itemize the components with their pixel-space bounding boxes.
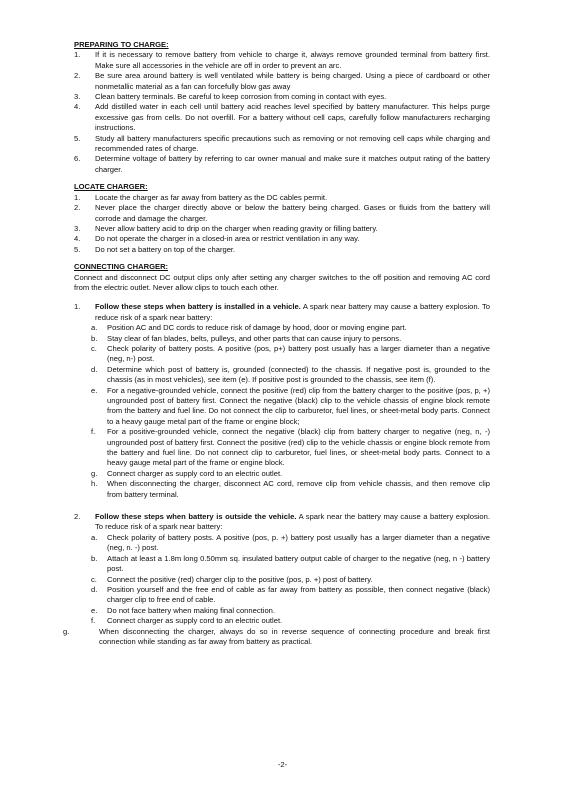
connecting-heading: CONNECTING CHARGER: [74, 262, 169, 272]
preparing-heading: PREPARING TO CHARGE: [74, 40, 169, 49]
list-item [74, 575, 490, 585]
item-text: Add distilled water in each cell until battery acid reaches level specified by battery manufacturer. This helps purge excessive gas from cells. Do not overfill. For a battery without cell caps, carefully follow manufacturers recharging instructions. [95, 102, 490, 133]
step-outside-vehicle [63, 512, 490, 647]
list-item [74, 386, 490, 428]
step-rest: A spark near the battery may cause a battery explosion. To reduce risk of a spark near battery: [95, 512, 490, 532]
list-item [74, 102, 490, 133]
item-number: 3. [74, 92, 81, 102]
preparing-list [74, 50, 490, 175]
step-inside-list [74, 323, 490, 500]
item-letter: a. [91, 323, 98, 333]
item-number: 2. [74, 203, 81, 213]
item-letter: d. [91, 584, 98, 594]
list-item [74, 234, 490, 244]
item-text: When disconnecting the charger, always do so in reverse sequence of connecting procedure and break first connection while standing as far away from battery as practical. [99, 626, 490, 646]
item-letter: d. [91, 364, 98, 374]
list-item [74, 533, 490, 554]
page-number: -2- [277, 760, 288, 769]
item-number: 4. [74, 234, 81, 244]
list-item [74, 245, 490, 255]
item-text: Connect charger as supply cord to an electric outlet. [107, 468, 283, 478]
step-lead: Follow these steps when battery is installed in a vehicle. [95, 302, 301, 312]
item-number: 5. [74, 244, 81, 254]
item-letter: a. [91, 532, 98, 542]
list-item [63, 626, 490, 648]
list-item [74, 616, 490, 626]
list-item [74, 344, 490, 365]
list-item [74, 334, 490, 344]
item-number: 4. [74, 102, 81, 112]
list-item [74, 554, 490, 575]
list-item [74, 365, 490, 386]
item-text: For a positive-grounded vehicle, connect the negative (black) clip from battery charger to negative (neg, n, -) ungrounded post of battery first. Connect the positive (red) clip to the vehicle chassis or engine block remote from the battery and fuel line. Do not connect clip to carburetor, fuel lines, or sheet-metal body parts. Connect to a heavy gauge metal part of the frame or engine block. [107, 427, 490, 468]
item-text: Do not set a battery on top of the charger. [95, 244, 236, 254]
list-item [74, 203, 490, 224]
item-text: Clean battery terminals. Be careful to keep corrosion from coming in contact with eyes. [95, 92, 387, 102]
step-inside-vehicle [74, 302, 490, 500]
list-item [74, 50, 490, 71]
item-text: If it is necessary to remove battery from vehicle to charge it, always remove grounded terminal from battery first. Make sure all accessories in the vehicle are off in order to prevent an arc. [95, 50, 490, 70]
list-item [74, 427, 490, 469]
list-item [74, 469, 490, 479]
item-letter: c. [91, 574, 97, 584]
locate-list [74, 193, 490, 255]
step-lead: Follow these steps when battery is outside the vehicle. [95, 512, 297, 522]
item-letter: b. [91, 333, 98, 343]
list-item [74, 193, 490, 203]
item-letter: e. [91, 385, 98, 395]
item-letter: c. [91, 343, 97, 353]
item-text: Stay clear of fan blades, belts, pulleys, and other parts that can cause injury to persons. [107, 333, 402, 343]
item-text: When disconnecting the charger, disconnect AC cord, remove clip from vehicle chassis, and then remove clip from battery terminal. [107, 479, 490, 499]
item-letter: g. [63, 626, 70, 636]
list-item [74, 154, 490, 175]
step-text [95, 512, 490, 533]
item-letter: f. [91, 427, 96, 437]
connecting-intro: Connect and disconnect DC output clips only after setting any charger switches to the off position and removing AC cord from the electric outlet. Never allow clips to touch each other. [74, 272, 490, 292]
preparing-section [74, 40, 490, 175]
item-text: Connect charger as supply cord to an electric outlet. [107, 616, 283, 626]
item-text: Never allow battery acid to drip on the charger when reading gravity or filling battery. [95, 223, 378, 233]
item-text: Check polarity of battery posts. A positive (pos, p+) battery post usually has a larger diameter than a negative (neg, n-) post. [107, 343, 490, 364]
step-outside-list [74, 533, 490, 627]
item-letter: e. [91, 605, 98, 615]
item-number: 3. [74, 223, 81, 233]
step-number: 1. [74, 302, 81, 312]
item-number: 6. [74, 154, 81, 164]
list-item [74, 323, 490, 333]
item-text: Do not face battery when making final connection. [107, 605, 276, 615]
item-text: Locate the charger as far away from battery as the DC cables permit. [95, 192, 328, 202]
item-text: Check polarity of battery posts. A positive (pos, p. +) battery post usually has a larger diameter than a negative (neg, n. -) post. [107, 532, 490, 553]
item-number: 2. [74, 71, 81, 81]
step-number: 2. [74, 512, 81, 522]
item-text: Never place the charger directly above or below the battery being charged. Gases or fluids from the battery will corrode and damage the charger. [95, 203, 490, 223]
item-number: 1. [74, 192, 81, 202]
item-text: Determine voltage of battery by referring to car owner manual and make sure it matches output rating of the battery charger. [95, 154, 490, 174]
item-number: 5. [74, 133, 81, 143]
item-letter: b. [91, 553, 98, 563]
item-letter: g. [91, 468, 98, 478]
item-text: For a negative-grounded vehicle, connect the positive (red) clip from the battery charger to the positive (pos, p, +) ungrounded post of battery first. Connect the negative (black) clip to the vehicle chassis of engine block remote from the battery and fuel line. Do not connect the clip to carburetor, fuel lines, or sheet-metal body parts. Connect to a heavy gauge metal part of the frame or engine block; [107, 385, 490, 426]
item-text: Determine which post of battery is, grounded (connected) to the chassis. If negative post is, grounded to the chassis (as in most vehicles), see item (e). If positive post is grounded to the chassis, see item (f). [107, 364, 490, 385]
list-item [74, 606, 490, 616]
item-letter: h. [91, 479, 98, 489]
list-item [74, 479, 490, 500]
item-text: Position yourself and the free end of cable as far away from battery as possible, then connect negative (black) charger clip to free end of cable. [107, 584, 490, 605]
item-text: Be sure area around battery is well ventilated while battery is being charged. Using a piece of cardboard or other nonmetallic material as a fan can forcefully blow gas away [95, 71, 490, 91]
item-text: Connect the positive (red) charger clip to the positive (pos, p. +) post of battery. [107, 574, 373, 584]
item-text: Study all battery manufacturers specific precautions such as removing or not removing cell caps while charging and recommended rates of charge. [95, 133, 490, 154]
step-text [95, 302, 490, 323]
connecting-section [63, 262, 491, 647]
step-rest: A spark near battery may cause a battery explosion. To reduce risk of a spark near battery: [95, 302, 491, 322]
manual-page [63, 40, 491, 654]
list-item [74, 134, 490, 155]
list-item [74, 71, 490, 92]
locate-section [74, 182, 490, 255]
item-text: Attach at least a 1.8m long 0.50mm sq. insulated battery output cable of charger to the negative (neg, n -) battery post. [107, 553, 490, 574]
list-item [74, 585, 490, 606]
list-item [74, 92, 490, 102]
item-text: Position AC and DC cords to reduce risk of damage by hood, door or moving engine part. [107, 323, 407, 333]
item-text: Do not operate the charger in a closed-in area or restrict ventilation in any way. [95, 234, 360, 244]
item-number: 1. [74, 50, 81, 60]
item-letter: f. [91, 616, 96, 626]
locate-heading: LOCATE CHARGER: [74, 182, 148, 192]
list-item [74, 224, 490, 234]
